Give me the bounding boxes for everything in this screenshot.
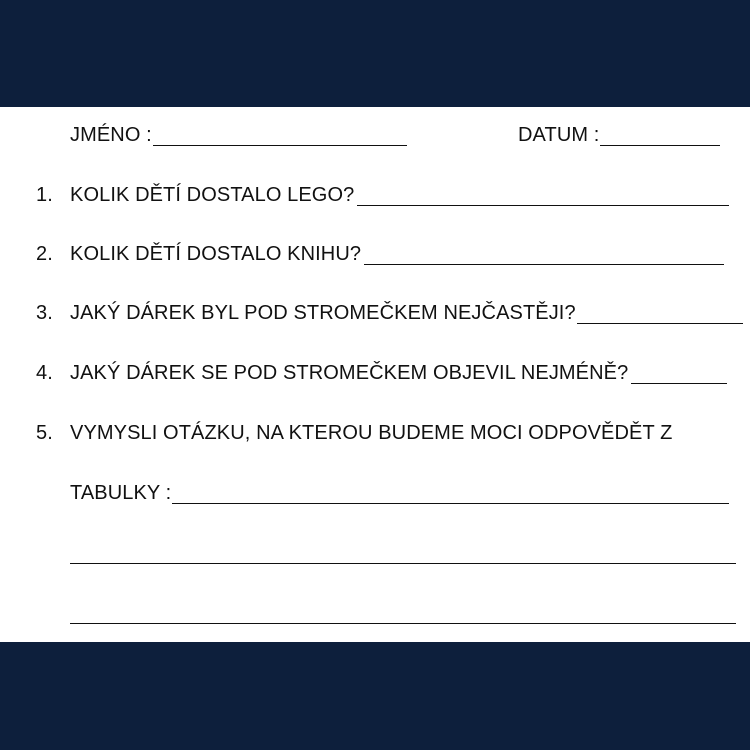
question-text: VYMYSLI OTÁZKU, NA KTEROU BUDEME MOCI ODPOVĚDĚT Z bbox=[70, 422, 673, 444]
question-text: KOLIK DĚTÍ DOSTALO KNIHU? bbox=[70, 243, 362, 265]
question-text: JAKÝ DÁREK SE POD STROMEČKEM OBJEVIL NEJMÉNĚ? bbox=[70, 362, 629, 384]
answer-blank[interactable] bbox=[364, 244, 724, 265]
answer-line bbox=[70, 601, 736, 625]
question-number: 2. bbox=[36, 243, 53, 265]
name-row bbox=[70, 123, 407, 147]
question-5 bbox=[70, 421, 672, 445]
name-blank[interactable] bbox=[153, 125, 407, 146]
answer-blank[interactable] bbox=[631, 363, 727, 384]
question-2 bbox=[70, 242, 724, 266]
answer-blank[interactable] bbox=[70, 603, 736, 624]
top-navy-band bbox=[0, 0, 750, 107]
question-number: 5. bbox=[36, 422, 53, 444]
question-text: JAKÝ DÁREK BYL POD STROMEČKEM NEJČASTĚJI? bbox=[70, 302, 576, 324]
question-1 bbox=[70, 183, 729, 207]
answer-blank[interactable] bbox=[357, 185, 729, 206]
question-number: 4. bbox=[36, 362, 53, 384]
worksheet bbox=[0, 107, 750, 642]
answer-blank[interactable] bbox=[70, 543, 736, 564]
answer-blank[interactable] bbox=[577, 303, 743, 324]
question-text: KOLIK DĚTÍ DOSTALO LEGO? bbox=[70, 184, 355, 206]
question-3 bbox=[70, 301, 743, 325]
bottom-navy-band bbox=[0, 642, 750, 750]
answer-blank[interactable] bbox=[172, 483, 729, 504]
date-row bbox=[518, 123, 720, 147]
question-number: 1. bbox=[36, 184, 53, 206]
date-blank[interactable] bbox=[600, 125, 720, 146]
answer-line bbox=[70, 541, 736, 565]
question-4 bbox=[70, 361, 727, 385]
question-number: 3. bbox=[36, 302, 53, 324]
date-label: DATUM : bbox=[518, 124, 600, 146]
continuation-text: TABULKY : bbox=[70, 482, 172, 504]
question-5-continuation bbox=[70, 481, 729, 505]
name-label: JMÉNO : bbox=[70, 124, 152, 146]
